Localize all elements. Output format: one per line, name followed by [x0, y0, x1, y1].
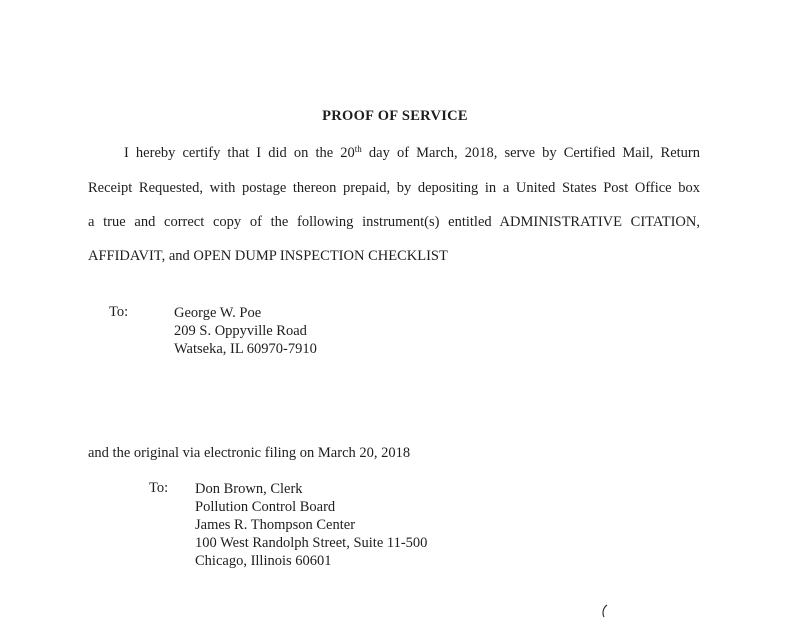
- signature-stroke-mark: [600, 604, 610, 618]
- certification-text-a: I hereby certify that I did on the 20: [124, 145, 355, 161]
- recipient2-name: Don Brown, Clerk: [195, 481, 303, 497]
- recipient2-street: 100 West Randolph Street, Suite 11-500: [195, 535, 428, 551]
- certification-text-b: day of March, 2018, serve by Certified Mail, Return: [361, 145, 700, 161]
- recipient1-city: Watseka, IL 60970-7910: [174, 341, 317, 357]
- certification-line-1: [124, 145, 700, 162]
- certification-line-3: a true and correct copy of the following instrument(s) entitled ADMINISTRATIVE CITATION,: [88, 214, 700, 230]
- recipient1-street: 209 S. Oppyville Road: [174, 323, 307, 339]
- document-title: PROOF OF SERVICE: [322, 108, 468, 124]
- recipient2-org: Pollution Control Board: [195, 499, 336, 515]
- recipient1-address: [174, 304, 317, 358]
- certification-line-2: Receipt Requested, with postage thereon prepaid, by depositing in a United States Post Office box: [88, 180, 700, 196]
- filing-statement: and the original via electronic filing on March 20, 2018: [88, 445, 411, 461]
- recipient2-to-label: To:: [149, 480, 169, 496]
- recipient1-name: George W. Poe: [174, 305, 262, 321]
- recipient2-address: [195, 480, 427, 570]
- recipient2-city: Chicago, Illinois 60601: [195, 553, 332, 569]
- recipient1-to-label: To:: [109, 304, 129, 320]
- recipient2-building: James R. Thompson Center: [195, 517, 356, 533]
- certification-line-4: AFFIDAVIT, and OPEN DUMP INSPECTION CHECKLIST: [88, 248, 448, 264]
- ordinal-suffix: th: [354, 144, 362, 154]
